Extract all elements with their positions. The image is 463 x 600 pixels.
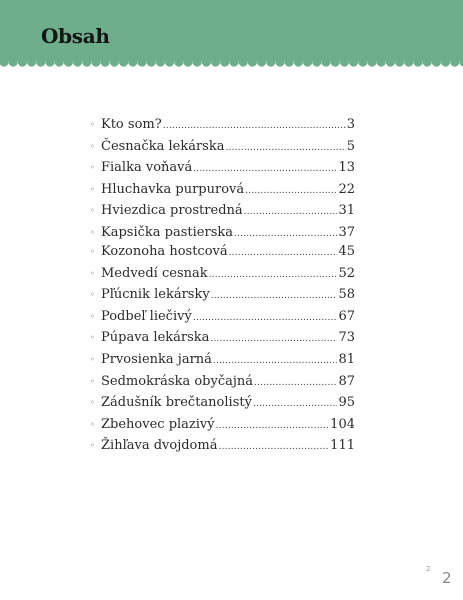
toc-entry-page: 58 — [338, 287, 355, 303]
bullet-icon: ◦ — [90, 120, 95, 129]
toc-entry-title: Kozonoha hostcová — [101, 243, 228, 259]
dot-leader — [254, 378, 337, 388]
page-title: Obsah — [41, 24, 110, 48]
bullet-icon: ◦ — [90, 441, 95, 451]
toc-entry-title: Zbehovec plazivý — [101, 416, 215, 432]
bullet-icon: ◦ — [90, 354, 95, 364]
toc-entry-page: 95 — [338, 395, 355, 411]
page-number-large: 2 — [442, 569, 452, 587]
dot-leader — [193, 164, 337, 174]
toc-entry — [90, 287, 355, 309]
toc-entry-page: 45 — [338, 243, 355, 259]
toc-entry-title: Podbeľ liečivý — [101, 308, 192, 324]
toc-entry-title: Medvedí cesnak — [101, 265, 208, 281]
toc-entry-page: 52 — [338, 265, 355, 281]
toc-entry-title: Kto som? — [101, 117, 162, 132]
toc-entry-title: Hviezdica prostredná — [101, 203, 243, 219]
dot-leader — [229, 248, 338, 258]
toc-entry — [90, 395, 355, 417]
bullet-icon: ◦ — [90, 163, 95, 173]
bullet-icon: ◦ — [90, 206, 95, 216]
toc-entry — [90, 330, 355, 352]
toc-entry — [90, 352, 355, 374]
toc-entry-page: 31 — [338, 203, 355, 219]
toc-entry — [90, 438, 355, 460]
dot-leader — [218, 442, 329, 452]
bullet-icon: ◦ — [90, 419, 95, 429]
toc-entry — [90, 182, 355, 204]
bullet-icon: ◦ — [90, 141, 95, 151]
toc-entry — [90, 225, 355, 244]
toc-entry-page: 104 — [330, 416, 355, 432]
toc-entry-title: Púpava lekárska — [101, 330, 210, 346]
toc-entry — [90, 160, 355, 182]
bullet-icon: ◦ — [90, 290, 95, 300]
toc-entry-title: Hluchavka purpurová — [101, 181, 245, 197]
dot-leader — [216, 421, 330, 431]
toc-entry — [90, 244, 355, 266]
dot-leader — [253, 399, 338, 409]
toc-entry-page: 81 — [338, 351, 355, 367]
table-of-contents — [90, 117, 355, 460]
toc-entry — [90, 417, 355, 439]
dot-leader — [209, 270, 338, 280]
toc-entry-title: Žihľava dvojdomá — [101, 438, 218, 454]
bullet-icon: ◦ — [90, 246, 95, 256]
toc-entry-page: 111 — [330, 438, 355, 454]
dot-leader — [234, 229, 337, 239]
toc-entry-page: 5 — [346, 138, 355, 154]
dot-leader — [245, 186, 337, 196]
toc-entry-page: 67 — [338, 308, 355, 324]
toc-entry — [90, 117, 355, 139]
toc-entry-title: Pľúcnik lekársky — [101, 287, 210, 303]
toc-entry-title: Sedmokráska obyčajná — [101, 373, 254, 389]
bullet-icon: ◦ — [90, 398, 95, 408]
toc-entry — [90, 203, 355, 225]
toc-entry — [90, 266, 355, 288]
header-band — [0, 0, 463, 60]
dot-leader — [225, 143, 345, 153]
page-number-small: 2 — [426, 565, 431, 573]
toc-entry-page: 37 — [338, 224, 355, 240]
dot-leader — [211, 291, 338, 301]
toc-entry-title: Prvosienka jarná — [101, 351, 212, 367]
toc-entry — [90, 139, 355, 161]
dot-leader — [163, 121, 346, 131]
bullet-icon: ◦ — [90, 184, 95, 194]
dot-leader — [213, 356, 338, 366]
dot-leader — [210, 334, 337, 344]
dot-leader — [193, 313, 338, 323]
toc-entry-title: Kapsička pastierska — [101, 224, 233, 240]
bullet-icon: ◦ — [90, 311, 95, 321]
toc-entry — [90, 309, 355, 331]
toc-entry-page: 87 — [338, 373, 355, 389]
toc-entry-page: 13 — [338, 160, 355, 176]
bullet-icon: ◦ — [90, 376, 95, 386]
toc-entry-title: Zádušník brečtanolistý — [101, 395, 252, 411]
toc-entry-title: Fialka voňavá — [101, 160, 193, 176]
scalloped-border — [0, 57, 463, 67]
bullet-icon: ◦ — [90, 333, 95, 343]
bullet-icon: ◦ — [90, 227, 95, 237]
bullet-icon: ◦ — [90, 268, 95, 278]
toc-entry-page: 22 — [338, 181, 355, 197]
dot-leader — [244, 207, 338, 217]
toc-entry-page: 73 — [338, 330, 355, 346]
toc-entry — [90, 374, 355, 396]
toc-entry-title: Česnačka lekárska — [101, 138, 225, 154]
toc-entry-page: 3 — [346, 117, 355, 132]
